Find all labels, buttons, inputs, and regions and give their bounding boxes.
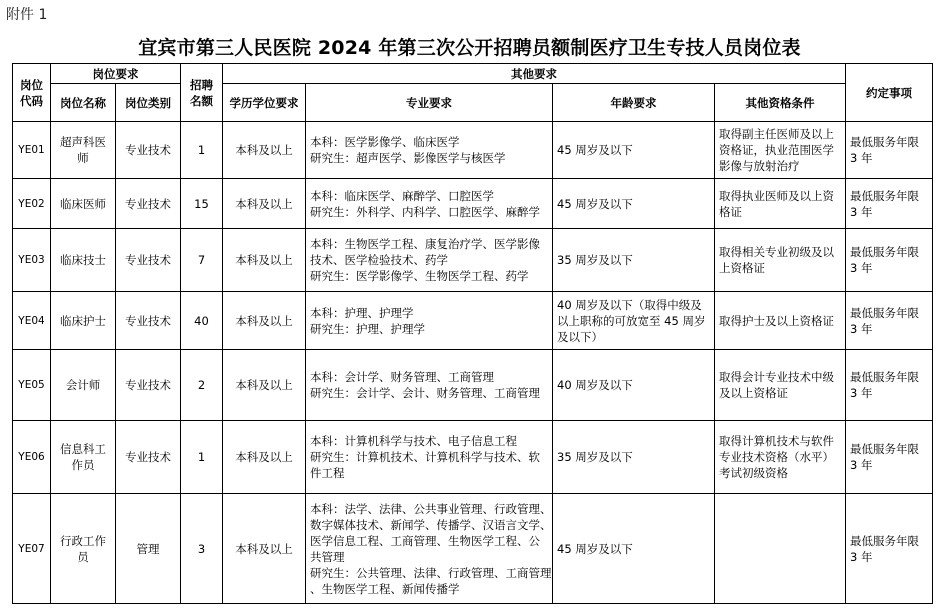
major-line: 研究生：外科学、内科学、口腔医学、麻醉学: [310, 204, 540, 219]
major-line: 本科：护理、护理学: [310, 305, 414, 320]
header-post-requirements: 岗位要求: [51, 64, 181, 84]
cell-qualification: 取得副主任医师及以上资格证，执业范围医学影像与放射治疗: [715, 122, 846, 179]
cell-agreed: 最低服务年限 3 年: [846, 494, 933, 604]
major-line: 本科：临床医学、麻醉学、口腔医学: [310, 188, 494, 203]
cell-major: [306, 421, 553, 494]
cell-code: YE07: [13, 494, 51, 604]
major-line: 研究生：计算机技术、计算机科学与技术、软: [310, 450, 540, 464]
cell-post-name: 临床技士: [51, 229, 116, 292]
cell-agreed: 最低服务年限 3 年: [846, 421, 933, 494]
cell-major: [306, 494, 553, 604]
cell-qualification: [715, 494, 846, 604]
major-line: 本科：计算机科学与技术、电子信息工程: [310, 434, 517, 448]
table-row: [13, 421, 933, 494]
cell-category: 专业技术: [116, 179, 181, 229]
cell-qualification: 取得执业医师及以上资格证: [715, 179, 846, 229]
cell-category: 管理: [116, 494, 181, 604]
cell-age: 40 周岁及以下: [553, 350, 715, 421]
cell-count: 7: [181, 229, 223, 292]
major-line: 本科：医学影像学、临床医学: [310, 135, 460, 149]
major-line: 本科：法学、法律、公共事业管理、行政管理、: [310, 501, 552, 516]
cell-agreed: 最低服务年限 3 年: [846, 122, 933, 179]
header-agreed-items: 约定事项: [846, 64, 933, 122]
table-row: [13, 350, 933, 421]
cell-major: [306, 292, 553, 350]
cell-agreed: 最低服务年限 3 年: [846, 292, 933, 350]
cell-agreed: 最低服务年限 3 年: [846, 229, 933, 292]
cell-qualification: 取得护士及以上资格证: [715, 292, 846, 350]
cell-category: 专业技术: [116, 421, 181, 494]
cell-age: 40 周岁及以下（取得中级及以上职称的可放宽至 45 周岁及以下）: [553, 292, 715, 350]
cell-count: 3: [181, 494, 223, 604]
cell-education: 本科及以上: [223, 179, 306, 229]
cell-major: [306, 229, 553, 292]
cell-category: 专业技术: [116, 122, 181, 179]
header-post-code: 岗位代码: [13, 64, 51, 122]
header-post-name: 岗位名称: [51, 84, 116, 122]
major-line: 本科：生物医学工程、康复治疗学、医学影像: [310, 237, 540, 251]
header-other-requirements: 其他要求: [223, 64, 846, 84]
cell-category: 专业技术: [116, 292, 181, 350]
cell-education: 本科及以上: [223, 494, 306, 604]
cell-code: YE04: [13, 292, 51, 350]
table-row: [13, 122, 933, 179]
cell-agreed: 最低服务年限 3 年: [846, 179, 933, 229]
major-line: 共管理: [310, 549, 345, 564]
cell-education: 本科及以上: [223, 350, 306, 421]
cell-count: 1: [181, 421, 223, 494]
cell-code: YE03: [13, 229, 51, 292]
cell-qualification: 取得计算机技术与软件专业技术资格（水平）考试初级资格: [715, 421, 846, 494]
cell-age: 45 周岁及以下: [553, 122, 715, 179]
cell-major: [306, 350, 553, 421]
positions-table: [12, 63, 933, 604]
major-line: 技术、医学检验技术、药学: [310, 253, 448, 267]
cell-qualification: 取得会计专业技术中级及以上资格证: [715, 350, 846, 421]
cell-age: 35 周岁及以下: [553, 229, 715, 292]
table-row: [13, 229, 933, 292]
cell-category: 专业技术: [116, 350, 181, 421]
cell-post-name: 行政工作员: [51, 494, 116, 604]
header-major: 专业要求: [306, 84, 553, 122]
cell-major: [306, 122, 553, 179]
attachment-label: 附件 1: [6, 7, 48, 23]
major-line: 研究生：公共管理、法律、行政管理、工商管理: [310, 565, 552, 580]
cell-code: YE01: [13, 122, 51, 179]
major-line: 研究生：医学影像学、生物医学工程、药学: [310, 269, 529, 283]
header-recruit-count: 招聘名额: [181, 64, 223, 122]
cell-age: 35 周岁及以下: [553, 421, 715, 494]
major-line: 研究生：超声医学、影像医学与核医学: [310, 151, 506, 165]
cell-count: 1: [181, 122, 223, 179]
cell-education: 本科及以上: [223, 292, 306, 350]
cell-count: 15: [181, 179, 223, 229]
cell-post-name: 超声科医师: [51, 122, 116, 179]
cell-education: 本科及以上: [223, 122, 306, 179]
table-row: [13, 179, 933, 229]
cell-code: YE05: [13, 350, 51, 421]
cell-education: 本科及以上: [223, 229, 306, 292]
cell-count: 2: [181, 350, 223, 421]
header-age: 年龄要求: [553, 84, 715, 122]
table-row: [13, 494, 933, 604]
cell-post-name: 临床护士: [51, 292, 116, 350]
cell-post-name: 信息科工作员: [51, 421, 116, 494]
major-line: 本科：会计学、财务管理、工商管理: [310, 370, 494, 384]
cell-category: 专业技术: [116, 229, 181, 292]
cell-post-name: 临床医师: [51, 179, 116, 229]
major-line: 研究生：护理、护理学: [310, 321, 425, 336]
major-line: 、生物医学工程、新闻传播学: [310, 581, 460, 596]
cell-education: 本科及以上: [223, 421, 306, 494]
cell-agreed: 最低服务年限 3 年: [846, 350, 933, 421]
cell-post-name: 会计师: [51, 350, 116, 421]
header-other-qualifications: 其他资格条件: [715, 84, 846, 122]
major-line: 研究生：会计学、会计、财务管理、工商管理: [310, 386, 540, 400]
major-line: 数字媒体技术、新闻学、传播学、汉语言文学、: [310, 517, 552, 532]
cell-major: [306, 179, 553, 229]
major-line: 医学信息工程、工商管理、生物医学工程、公: [310, 533, 540, 548]
header-education: 学历学位要求: [223, 84, 306, 122]
major-line: 件工程: [310, 466, 345, 480]
cell-code: YE02: [13, 179, 51, 229]
header-post-category: 岗位类别: [116, 84, 181, 122]
cell-age: 45 周岁及以下: [553, 494, 715, 604]
page-title: 宜宾市第三人民医院 2024 年第三次公开招聘员额制医疗卫生专技人员岗位表: [138, 37, 801, 59]
cell-code: YE06: [13, 421, 51, 494]
cell-age: 45 周岁及以下: [553, 179, 715, 229]
cell-count: 40: [181, 292, 223, 350]
table-row: [13, 292, 933, 350]
cell-qualification: 取得相关专业初级及以上资格证: [715, 229, 846, 292]
